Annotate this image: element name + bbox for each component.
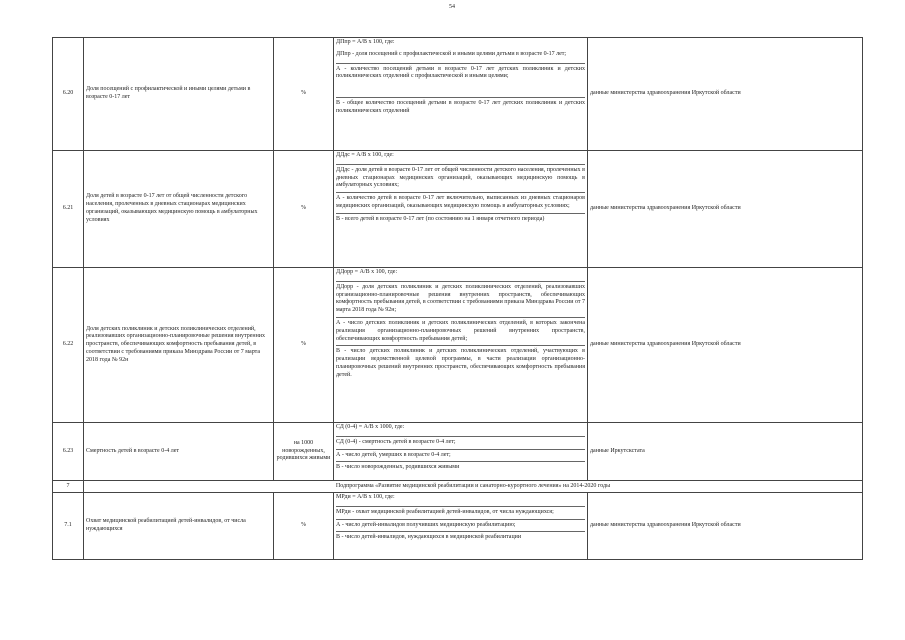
formula-line: В - всего детей в возрасте 0-17 лет (по состоянию на 1 января отчетного периода): [336, 213, 585, 224]
unit: на 1000 новорожденных, родившихся живыми: [274, 423, 334, 481]
data-source: данные министерства здравоохранения Иркутской области: [588, 151, 863, 268]
row-number: 6.22: [53, 268, 84, 423]
data-source: данные Иркутскстата: [588, 423, 863, 481]
formula-cell: [334, 493, 588, 560]
formula-cell: [334, 423, 588, 481]
formula-line: А - количество посещений детьми в возрасте 0-17 лет детских поликлиник и детских поликлинических отделений с профилактической и иными целями;: [336, 63, 585, 82]
indicator-name: Смертность детей в возрасте 0-4 лет: [84, 423, 274, 481]
formula-line: МРди - охват медицинской реабилитацией детей-инвалидов, от числа нуждающихся;: [336, 506, 585, 517]
formula-line: В - общее количество посещений детьми в возрасте 0-17 лет детских поликлиник и детских поликлинических отделений: [336, 97, 585, 116]
formula-line: В - число детских поликлиник и детских поликлинических отделений, участвующих в реализации ведомственной целевой программы, в части реализации организационно-планировочных решений внутренних пространств, обеспечивающих комфортность пребывания детей.: [336, 345, 585, 379]
table-row: [53, 151, 863, 268]
formula-line: А - число детских поликлиник и детских поликлинических отделений, в которых закончена реализация организационно-планировочных решений внутренних пространств, обеспечивающих комфортность пребывания детей;: [336, 317, 585, 343]
formula-line: ДДдс - доля детей в возрасте 0-17 лет от общей численности детского населения, пролеченных в дневных стационарах медицинских организаций, оказывающих медицинскую помощь в амбулаторных условиях;: [336, 164, 585, 190]
formula-line: ДДорр = А/В х 100, где:: [336, 269, 398, 275]
table-row: [53, 493, 863, 560]
formula-cell: [334, 268, 588, 423]
unit: %: [274, 38, 334, 151]
formula-line: А - количество детей в возрасте 0-17 лет включительно, выписанных из дневных стационаров медицинских организаций, оказывающих медицинскую помощь в амбулаторных условиях;: [336, 192, 585, 211]
formula-line: В - число новорожденных, родившихся живыми: [336, 461, 585, 472]
formula-line: ДДдс = А/В х 100, где:: [336, 152, 394, 158]
table-row: [53, 268, 863, 423]
formula-line: В - число детей-инвалидов, нуждающихся в медицинской реабилитации: [336, 531, 585, 542]
formula-cell: [334, 38, 588, 151]
indicator-name: Доля детей в возрасте 0-17 лет от общей численности детского населения, пролеченных в дневных стационарах медицинских организаций, оказывающих медицинскую помощь в амбулаторных условиях: [84, 151, 274, 268]
indicator-table: [52, 37, 863, 560]
formula-line: А - число детей-инвалидов получивших медицинскую реабилитацию;: [336, 519, 585, 530]
page-number: 54: [449, 4, 455, 10]
table-row: [53, 423, 863, 481]
formula-line: ДПпр - доля посещений с профилактической и иными целями детьми в возрасте 0-17 лет;: [336, 50, 567, 57]
formula-line: МРди = А/В х 100, где:: [336, 494, 395, 500]
unit: %: [274, 268, 334, 423]
unit: %: [274, 493, 334, 560]
formula-line: ДДорр - доля детских поликлиник и детских поликлинических отделений, реализовавших организационно-планировочные решения внутренних пространств, обеспечивающих комфортность пребывания детей, в соответствии с требованиями приказа Минздрава России от 7 марта 2018 года № 92н;: [336, 281, 585, 315]
row-number: 7.1: [53, 493, 84, 560]
formula-line: СД (0-4) - смертность детей в возрасте 0-4 лет;: [336, 436, 585, 447]
row-number: 6.21: [53, 151, 84, 268]
indicator-name: Доля детских поликлиник и детских поликлинических отделений, реализовавших организационно-планировочные решения внутренних пространств, обеспечивающих комфортность пребывания детей, в соответствии с требованиями приказа Минздрава России от 7 марта 2018 года № 92н: [84, 268, 274, 423]
row-number: 6.23: [53, 423, 84, 481]
row-number: 7: [53, 481, 84, 493]
subprogram-title: Подпрограмма «Развитие медицинской реабилитации и санаторно-курортного лечения» на 2014-2020 годы: [84, 481, 863, 493]
indicator-name: Охват медицинской реабилитацией детей-инвалидов, от числа нуждающихся: [84, 493, 274, 560]
row-number: 6.20: [53, 38, 84, 151]
indicator-name: Доля посещений с профилактической и иными целями детьми в возрасте 0-17 лет: [84, 38, 274, 151]
data-source: данные министерства здравоохранения Иркутской области: [588, 493, 863, 560]
data-source: данные министерства здравоохранения Иркутской области: [588, 268, 863, 423]
unit: %: [274, 151, 334, 268]
formula-cell: [334, 151, 588, 268]
formula-line: ДПпр = А/В х 100, где:: [336, 39, 395, 45]
table-row: [53, 38, 863, 151]
data-source: данные министерства здравоохранения Иркутской области: [588, 38, 863, 151]
formula-line: СД (0-4) = А/В х 1000, где:: [336, 424, 405, 430]
formula-line: А - число детей, умерших в возрасте 0-4 лет;: [336, 449, 585, 460]
subprogram-row: [53, 481, 863, 493]
